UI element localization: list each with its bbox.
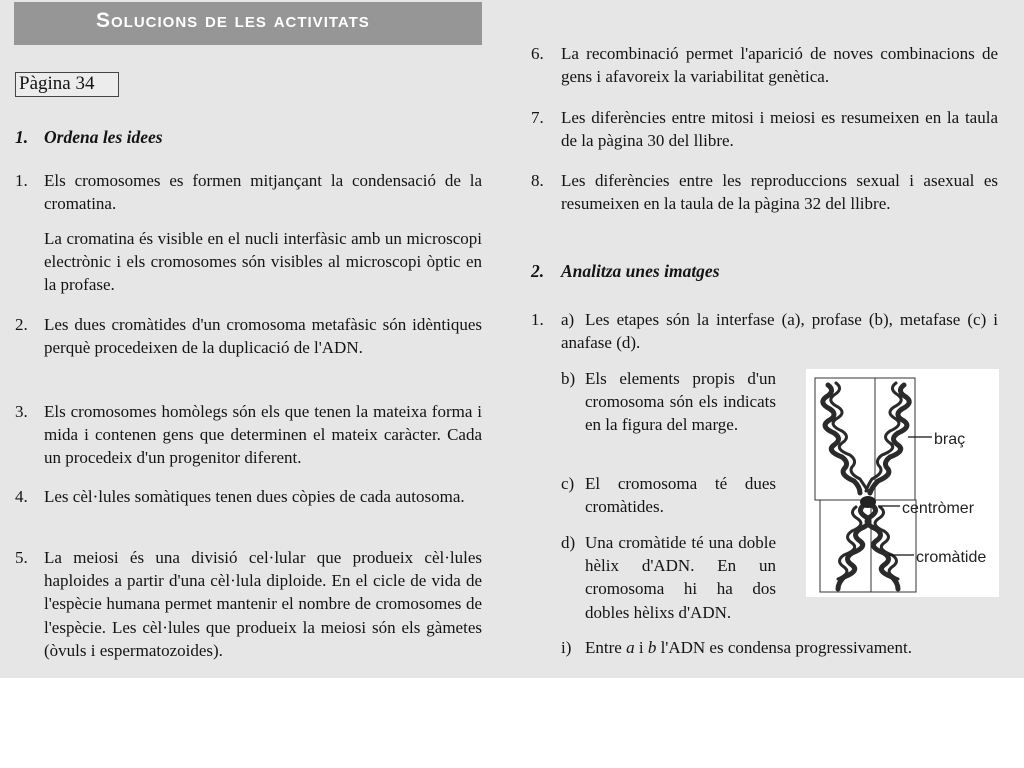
centromere-mark: [860, 496, 876, 508]
answer-i-letter: i): [561, 638, 572, 657]
item-text: Les diferències entre les reproduccions sexual i asexual es resumeixen en la taula de la pàgina 32 del llibre.: [561, 171, 998, 214]
answer-b-text: Els elements propis d'un cromosoma són els indicats en la figura del marge.: [585, 369, 776, 435]
item-number: 6.: [531, 44, 544, 63]
answer-b-letter: b): [561, 369, 576, 388]
section1-title: Ordena les idees: [44, 127, 163, 147]
answer-c-text: El cromosoma té dues cromàtides.: [585, 474, 776, 517]
answer-a-letter: a): [561, 310, 575, 329]
item-text: La meiosi és una divisió cel·lular que produeix cèl·lules haploides a partir d'una cèl·lula diploide. En el cicle de vida de l'espècie humana permet mantenir el nombre de cromosomes de l'espècie. Les cèl·lules que produeix la meiosi són els gàmetes (òvuls i espermatozoides).: [44, 548, 482, 660]
section2-title: Analitza unes imatges: [561, 261, 720, 281]
item-text: Els cromosomes es formen mitjançant la condensació de la cromatina.: [44, 171, 482, 214]
answer-i-text-part: l'ADN es condensa progressivament.: [656, 638, 912, 657]
item-number: 8.: [531, 171, 544, 190]
stage-b-letter: b: [647, 638, 657, 657]
answer-a-text: Les etapes són la interfase (a), profase (b), metafase (c) i anafase (d).: [561, 310, 998, 353]
chromatid-lower-right-b: [875, 507, 898, 579]
chromosome-drawing: [806, 369, 999, 597]
item-text: Les cèl·lules somàtiques tenen dues còpies de cada autosoma.: [44, 487, 465, 506]
title-banner: [14, 2, 482, 45]
item-number: 4.: [15, 487, 28, 506]
subitem-number: 1.: [531, 310, 544, 329]
page-title: Solucions de les activitats: [96, 9, 370, 32]
item-text: Els cromosomes homòlegs són els que tenen la mateixa forma i mida i contenen gens que determinen el mateix caràcter. Cada un procedeix d'un progenitor diferent.: [44, 402, 482, 468]
answer-d-text: Una cromàtide té una doble hèlix d'ADN. En un cromosoma hi ha dos dobles hèlixs d'ADN.: [585, 533, 776, 622]
answer-d-letter: d): [561, 533, 576, 552]
label-chromatid: cromàtide: [916, 549, 987, 566]
section1-number: 1.: [15, 127, 29, 147]
answer-c-letter: c): [561, 474, 575, 493]
item-text: Les diferències entre mitosi i meiosi es resumeixen en la taula de la pàgina 30 del llibre.: [561, 108, 998, 151]
answer-i-text-part: Entre: [585, 638, 627, 657]
item-text: Les dues cromàtides d'un cromosoma metafàsic són idèntiques perquè procedeixen de la duplicació de l'ADN.: [44, 315, 482, 358]
item-number: 3.: [15, 402, 28, 421]
answer-i-text-part: i: [634, 638, 648, 657]
item-number: 1.: [15, 171, 28, 190]
item-text: La cromatina és visible en el nucli interfàsic amb un microscopi electrònic i els cromosomes són visibles al microscopi òptic en la profase.: [44, 229, 482, 295]
chromatid-lower-left-b: [838, 507, 861, 579]
item-number: 2.: [15, 315, 28, 334]
item-text: La recombinació permet l'aparició de noves combinacions de gens i afavoreix la variabilitat genètica.: [561, 44, 998, 87]
answer-i-text: [585, 636, 912, 659]
stage-a-letter: a: [626, 638, 635, 657]
section2-number: 2.: [531, 261, 545, 281]
item-number: 7.: [531, 108, 544, 127]
chromosome-figure: [806, 369, 999, 597]
item-number: 5.: [15, 548, 28, 567]
label-arm: braç: [934, 431, 966, 448]
page-number-box: Pàgina 34: [15, 72, 119, 97]
label-centromere: centròmer: [902, 500, 975, 517]
